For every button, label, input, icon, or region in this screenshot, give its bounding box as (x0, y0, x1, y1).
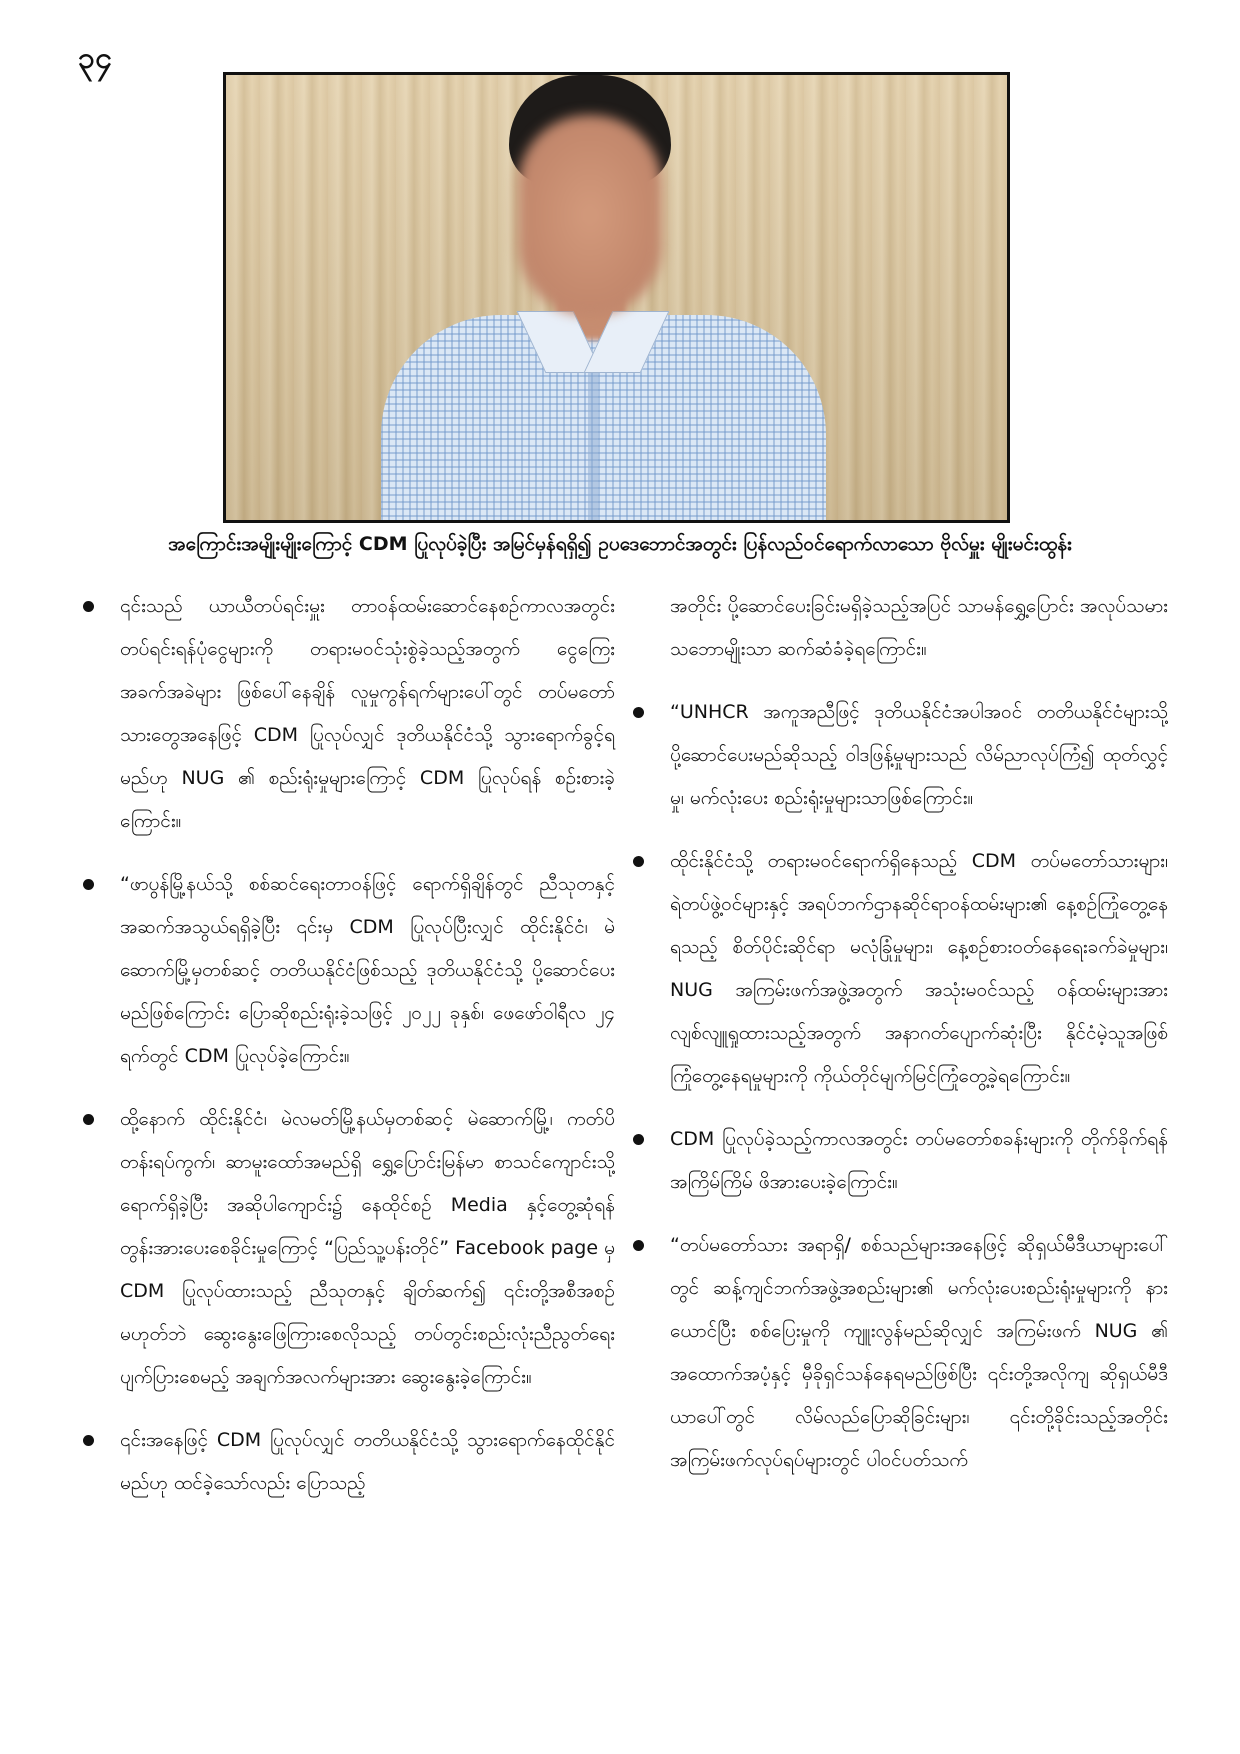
bullet-item (80, 863, 615, 1078)
bullet-item (630, 691, 1168, 820)
bullet-dot-icon (633, 1134, 644, 1145)
bullet-item (630, 840, 1168, 1098)
right-column (630, 585, 1168, 1502)
bullet-text: “ဖာပွန်မြို့နယ်သို့ စစ်ဆင်ရေးတာဝန်ဖြင့် ရောက်ရှိချိန်တွင် ညီသုတနှင့် အဆက်အသွယ်ရရှိခဲ့ပြီး ၎င်းမှ CDM ပြုလုပ်ပြီးလျှင် ထိုင်းနိုင်ငံ၊ မဲဆောက်မြို့မှတစ်ဆင့် တတိယနိုင်ငံဖြစ်သည့် ဒုတိယနိုင်ငံသို့ ပို့ဆောင်ပေးမည်ဖြစ်ကြောင်း ပြောဆိုစည်းရုံးခဲ့သဖြင့် ၂၀၂၂ ခုနှစ်၊ ဖေဖော်ဝါရီလ ၂၄ ရက်တွင် CDM ပြုလုပ်ခဲ့ကြောင်း။ (120, 873, 615, 1067)
bullet-dot-icon (633, 707, 644, 718)
bullet-item (80, 585, 615, 843)
bullet-item (630, 1224, 1168, 1482)
photo-shirt-placket (588, 355, 598, 523)
bullet-dot-icon (83, 1435, 94, 1446)
bullet-text: “UNHCR အကူအညီဖြင့် ဒုတိယနိုင်ငံအပါအဝင် တတိယနိုင်ငံများသို့ ပို့ဆောင်ပေးမည်ဆိုသည့် ဝါဒဖြန့်မှုများသည် လိမ်ညာလုပ်ကြံ၍ ထုတ်လွှင့်မှု၊ မက်လုံးပေး စည်းရုံးမှုများသာဖြစ်ကြောင်း။ (670, 701, 1168, 809)
continued-text: အတိုင်း ပို့ဆောင်ပေးခြင်းမရှိခဲ့သည့်အပြင် သာမန်ရွှေ့ပြောင်း အလုပ်သမားသဘောမျိုးသာ ဆက်ဆံခံခဲ့ရကြောင်း။ (670, 595, 1168, 660)
bullet-text: ထို့နောက် ထိုင်းနိုင်ငံ၊ မဲလမတ်မြို့နယ်မှတစ်ဆင့် မဲဆောက်မြို့၊ ကတ်ပိတန်းရပ်ကွက်၊ ဆာမူးထော်အမည်ရှိ ရွှေ့ပြောင်းမြန်မာ စာသင်ကျောင်းသို့ ရောက်ရှိခဲ့ပြီး အဆိုပါကျောင်း၌ နေထိုင်စဉ် Media နှင့်တွေ့ဆုံရန် တွန်းအားပေးစေခိုင်းမှုကြောင့် “ပြည်သူ့ပန်းတိုင်” Facebook page မှ CDM ပြုလုပ်ထားသည့် ညီသုတနှင့် ချိတ်ဆက်၍ ၎င်းတို့အစီအစဉ်မဟုတ်ဘဲ ဆွေးနွေးဖြေကြားစေလိုသည့် တပ်တွင်းစည်းလုံးညီညွတ်ရေးပျက်ပြားစေမည့် အချက်အလက်များအား ဆွေးနွေးခဲ့ကြောင်း။ (120, 1108, 615, 1388)
page-number: ၃၄ (78, 41, 112, 76)
portrait-photo (223, 72, 1010, 523)
left-column (80, 585, 615, 1525)
blurred-face (518, 115, 662, 315)
bullet-dot-icon (633, 856, 644, 867)
photo-caption: အကြောင်းအမျိုးမျိုးကြောင့် CDM ပြုလုပ်ခဲ့ပြီး အမြင်မှန်ရရှိ၍ ဥပဒေဘောင်အတွင်း ပြန်လည်ဝင်ရောက်လာသော ဗိုလ်မှူး မျိုးမင်းထွန်း (168, 533, 1072, 555)
bullet-text: “တပ်မတော်သား အရာရှိ/ စစ်သည်များအနေဖြင့် ဆိုရှယ်မီဒီယာများပေါ်တွင် ဆန့်ကျင်ဘက်အဖွဲ့အစည်းများ၏ မက်လုံးပေးစည်းရုံးမှုများကို နားယောင်ပြီး စစ်ပြေးမှုကို ကျူးလွန်မည်ဆိုလျှင် အကြမ်းဖက် NUG ၏ အထောက်အပံ့နှင့် မှီခိုရှင်သန်နေရမည်ဖြစ်ပြီး ၎င်းတို့အလိုကျ ဆိုရှယ်မီဒီယာပေါ်တွင် လိမ်လည်ပြောဆိုခြင်းများ၊ ၎င်းတို့ခိုင်းသည့်အတိုင်း အကြမ်းဖက်လုပ်ရပ်များတွင် ပါဝင်ပတ်သက် (670, 1234, 1168, 1471)
bullet-dot-icon (633, 1240, 644, 1251)
bullet-dot-icon (83, 1114, 94, 1125)
bullet-dot-icon (83, 879, 94, 890)
bullet-item (80, 1098, 615, 1399)
bullet-dot-icon (83, 601, 94, 612)
bullet-text: ထိုင်းနိုင်ငံသို့ တရားမဝင်ရောက်ရှိနေသည့် CDM တပ်မတော်သားများ၊ ရဲတပ်ဖွဲ့ဝင်များနှင့် အရပ်ဘက်ဌာနဆိုင်ရာဝန်ထမ်းများ၏ နေ့စဉ်ကြုံတွေ့နေရသည့် စိတ်ပိုင်းဆိုင်ရာ မလုံခြုံမှုများ၊ နေ့စဉ်စားဝတ်နေရေးခက်ခဲမှုများ၊ NUG အကြမ်းဖက်အဖွဲ့အတွက် အသုံးမဝင်သည့် ဝန်ထမ်းများအား လျစ်လျူရှုထားသည့်အတွက် အနာဂတ်ပျောက်ဆုံးပြီး နိုင်ငံမဲ့သူအဖြစ် ကြုံတွေ့နေရမှုများကို ကိုယ်တိုင်မျက်မြင်ကြုံတွေ့ခဲ့ရကြောင်း။ (670, 850, 1168, 1087)
bullet-text: ၎င်းအနေဖြင့် CDM ပြုလုပ်လျှင် တတိယနိုင်ငံသို့ သွားရောက်နေထိုင်နိုင်မည်ဟု ထင်ခဲ့သော်လည်း ပြောသည့် (120, 1429, 615, 1494)
bullet-item (80, 1419, 615, 1505)
bullet-item (630, 1118, 1168, 1204)
bullet-text: CDM ပြုလုပ်ခဲ့သည့်ကာလအတွင်း တပ်မတော်စခန်းများကို တိုက်ခိုက်ရန် အကြိမ်ကြိမ် ဖိအားပေးခဲ့ကြောင်း။ (670, 1128, 1168, 1193)
bullet-text: ၎င်းသည် ယာယီတပ်ရင်းမှူး တာဝန်ထမ်းဆောင်နေစဉ်ကာလအတွင်း တပ်ရင်းရန်ပုံငွေများကို တရားမဝင်သုံးစွဲခဲ့သည့်အတွက် ငွေကြေးအခက်အခဲများ ဖြစ်ပေါ်နေချိန် လူမှုကွန်ရက်များပေါ်တွင် တပ်မတော်သားတွေအနေဖြင့် CDM ပြုလုပ်လျှင် ဒုတိယနိုင်ငံသို့ သွားရောက်ခွင့်ရမည်ဟု NUG ၏ စည်းရုံးမှုများကြောင့် CDM ပြုလုပ်ရန် စဉ်းစားခဲ့ကြောင်း။ (120, 595, 615, 832)
